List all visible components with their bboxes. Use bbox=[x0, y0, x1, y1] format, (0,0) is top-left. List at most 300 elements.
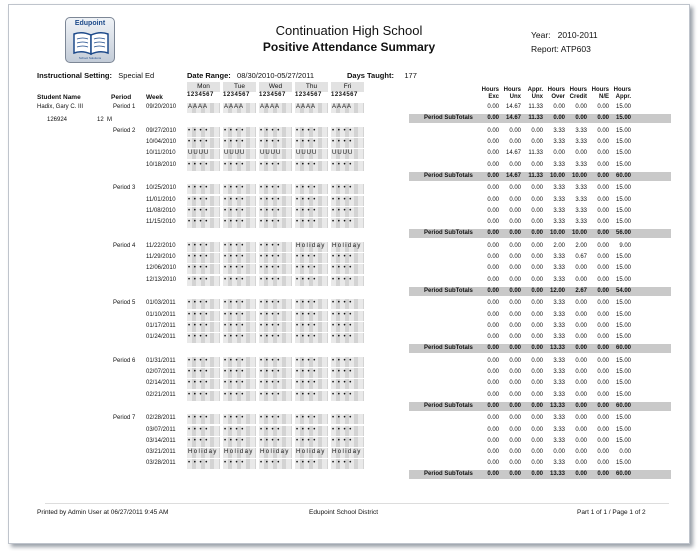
student-gender: M bbox=[107, 117, 112, 124]
week-date: 02/14/2011 bbox=[146, 380, 176, 387]
hours-value: 3.33 bbox=[553, 300, 565, 307]
hours-value: 0.00 bbox=[575, 449, 587, 455]
hours-value: 3.33 bbox=[553, 207, 565, 214]
hours-value: 15.00 bbox=[615, 391, 631, 398]
subtotal-value: 14.67 bbox=[505, 172, 521, 179]
hours-value: 15.00 bbox=[615, 150, 631, 157]
hours-value: 0.00 bbox=[487, 369, 499, 376]
hours-value: 0.00 bbox=[531, 437, 543, 444]
hours-value: 0.00 bbox=[531, 161, 543, 168]
attendance-marks: • • • • bbox=[188, 300, 209, 307]
week-date: 11/15/2010 bbox=[146, 219, 176, 225]
subtotal-label: Period SubTotals bbox=[424, 230, 473, 237]
attendance-marks: • • • • bbox=[260, 242, 281, 249]
hours-value: 0.00 bbox=[575, 322, 587, 329]
student-name: Hadix, Gary C. III bbox=[37, 104, 84, 110]
attendance-marks: • • • • bbox=[296, 139, 317, 146]
hours-value: 0.00 bbox=[487, 357, 499, 364]
hours-col-4 bbox=[565, 87, 587, 101]
range-value: 08/30/2010-05/27/2011 bbox=[237, 71, 315, 80]
hours-value: 0.00 bbox=[531, 242, 543, 249]
attendance-marks: • • • • bbox=[332, 300, 353, 307]
hours-value: 0.00 bbox=[509, 127, 521, 134]
hours-value: 0.00 bbox=[509, 380, 521, 387]
week-date: 01/17/2011 bbox=[146, 322, 176, 329]
hours-value: 0.00 bbox=[531, 300, 543, 307]
subtotal-value: 13.33 bbox=[549, 345, 565, 352]
hours-value: 3.33 bbox=[575, 219, 587, 225]
attendance-marks: • • • • bbox=[188, 357, 209, 364]
attendance-marks: • • • • bbox=[224, 219, 245, 225]
hours-value: 0.00 bbox=[597, 104, 609, 110]
subtotal-value: 0.00 bbox=[575, 471, 587, 478]
subtotal-value: 0.00 bbox=[509, 345, 521, 352]
attendance-marks: • • • • bbox=[260, 357, 281, 364]
hours-col-3 bbox=[543, 87, 565, 101]
hours-value: 0.00 bbox=[509, 357, 521, 364]
attendance-marks: • • • • bbox=[332, 265, 353, 272]
hours-value: 3.33 bbox=[553, 127, 565, 134]
attendance-marks: • • • • bbox=[296, 415, 317, 422]
attendance-marks: Holiday bbox=[296, 242, 326, 249]
subtotal-value: 10.00 bbox=[571, 172, 587, 179]
hours-value: 0.00 bbox=[597, 150, 609, 157]
footer-divider bbox=[45, 503, 669, 504]
hours-value: 0.00 bbox=[509, 426, 521, 433]
attendance-marks: • • • • bbox=[296, 369, 317, 376]
subtotal-value: 0.00 bbox=[487, 345, 499, 352]
attendance-marks: Holiday bbox=[296, 449, 326, 455]
period-label: Period 4 bbox=[113, 242, 136, 249]
hours-value: 0.00 bbox=[509, 311, 521, 318]
attendance-marks: • • • • bbox=[332, 415, 353, 422]
attendance-marks: • • • • bbox=[260, 460, 281, 467]
subtotal-value: 12.00 bbox=[549, 287, 565, 294]
hours-value: 0.00 bbox=[531, 334, 543, 340]
subtotal-value: 0.00 bbox=[553, 115, 565, 122]
hours-value: 0.00 bbox=[597, 369, 609, 376]
day-header-thu: Thu bbox=[295, 82, 328, 92]
subtotal-value: 0.00 bbox=[509, 402, 521, 409]
hours-value: 0.00 bbox=[597, 380, 609, 387]
hours-value: 2.00 bbox=[575, 242, 587, 249]
attendance-marks: AAAA bbox=[332, 104, 353, 110]
hours-value: 0.00 bbox=[487, 322, 499, 329]
week-date: 11/22/2010 bbox=[146, 242, 176, 249]
hours-value: 3.33 bbox=[553, 219, 565, 225]
hours-value: 3.33 bbox=[553, 460, 565, 467]
hours-value: 0.00 bbox=[487, 311, 499, 318]
subtotal-value: 54.00 bbox=[615, 287, 631, 294]
range-label: Date Range: bbox=[187, 71, 231, 80]
student-grade: 12 bbox=[97, 117, 104, 124]
attendance-marks: • • • • bbox=[188, 369, 209, 376]
hours-value: 0.00 bbox=[597, 139, 609, 146]
attendance-marks: • • • • bbox=[188, 196, 209, 203]
attendance-marks: • • • • bbox=[224, 242, 245, 249]
hours-value: 0.00 bbox=[509, 334, 521, 340]
hours-value: 0.00 bbox=[531, 185, 543, 192]
hours-value: 15.00 bbox=[615, 426, 631, 433]
hours-col-4-line1: Hours bbox=[569, 87, 587, 93]
subtotal-value: 13.33 bbox=[549, 471, 565, 478]
attendance-marks: • • • • bbox=[296, 357, 317, 364]
attendance-marks: • • • • bbox=[332, 127, 353, 134]
attendance-marks: • • • • bbox=[260, 207, 281, 214]
hours-value: 0.00 bbox=[509, 161, 521, 168]
attendance-marks: AAAA bbox=[188, 104, 209, 110]
hours-value: 0.00 bbox=[597, 437, 609, 444]
hours-value: 0.00 bbox=[487, 207, 499, 214]
year-label: Year: bbox=[531, 30, 551, 40]
attendance-marks: • • • • bbox=[296, 334, 317, 340]
attendance-marks: • • • • bbox=[224, 415, 245, 422]
subtotal-value: 60.00 bbox=[615, 471, 631, 478]
hours-value: 0.00 bbox=[487, 334, 499, 340]
school-title: Continuation High School bbox=[275, 23, 423, 38]
hours-col-2-line1: Appr. bbox=[527, 87, 543, 93]
week-date: 12/13/2010 bbox=[146, 276, 177, 283]
attendance-marks: UUUU bbox=[332, 150, 354, 157]
attendance-marks: • • • • bbox=[260, 254, 281, 261]
subtotal-value: 0.00 bbox=[487, 287, 499, 294]
hours-value: 0.00 bbox=[487, 196, 499, 203]
hours-value: 0.00 bbox=[619, 449, 631, 455]
subtotal-value: 14.67 bbox=[505, 115, 521, 122]
col-week: Week bbox=[146, 94, 163, 101]
hours-value: 15.00 bbox=[615, 460, 631, 467]
week-date: 10/04/2010 bbox=[146, 139, 177, 146]
hours-value: 0.00 bbox=[597, 207, 609, 214]
attendance-marks: UUUU bbox=[188, 150, 210, 157]
hours-col-5 bbox=[587, 87, 609, 101]
hours-value: 0.00 bbox=[487, 161, 499, 168]
hours-value: 0.00 bbox=[597, 161, 609, 168]
week-date: 11/01/2010 bbox=[146, 196, 176, 203]
hours-value: 3.33 bbox=[553, 276, 565, 283]
attendance-marks: • • • • bbox=[332, 369, 353, 376]
hours-value: 3.33 bbox=[553, 265, 565, 272]
attendance-marks: • • • • bbox=[224, 127, 245, 134]
week-date: 02/07/2011 bbox=[146, 369, 176, 376]
hours-value: 0.00 bbox=[575, 311, 587, 318]
hours-value: 0.00 bbox=[553, 104, 565, 110]
hours-value: 0.00 bbox=[575, 369, 587, 376]
hours-value: 0.00 bbox=[509, 276, 521, 283]
week-date: 03/14/2011 bbox=[146, 437, 176, 444]
hours-value: 0.00 bbox=[487, 391, 499, 398]
hours-value: 0.00 bbox=[509, 460, 521, 467]
hours-value: 3.33 bbox=[575, 139, 587, 146]
attendance-marks: • • • • bbox=[332, 311, 353, 318]
hours-value: 3.33 bbox=[553, 380, 565, 387]
hours-value: 3.33 bbox=[575, 185, 587, 192]
attendance-marks: • • • • bbox=[260, 311, 281, 318]
hours-value: 0.00 bbox=[597, 311, 609, 318]
week-date: 11/08/2010 bbox=[146, 207, 176, 214]
days-label: Days Taught: bbox=[347, 71, 394, 80]
subtotal-value: 0.00 bbox=[597, 471, 609, 478]
attendance-marks: • • • • bbox=[224, 185, 245, 192]
period-digits-fri: 1234567 bbox=[331, 92, 358, 98]
hours-value: 0.00 bbox=[597, 185, 609, 192]
attendance-marks: • • • • bbox=[296, 207, 317, 214]
hours-value: 0.00 bbox=[487, 415, 499, 422]
subtotal-value: 0.00 bbox=[597, 172, 609, 179]
attendance-marks: • • • • bbox=[224, 161, 245, 168]
hours-value: 15.00 bbox=[615, 207, 631, 214]
hours-value: 0.00 bbox=[509, 139, 521, 146]
attendance-marks: AAAA bbox=[260, 104, 281, 110]
hours-value: 0.00 bbox=[487, 426, 499, 433]
attendance-marks: • • • • bbox=[188, 207, 209, 214]
hours-col-0-line1: Hours bbox=[481, 87, 499, 93]
hours-value: 0.00 bbox=[487, 460, 499, 467]
attendance-marks: • • • • bbox=[332, 391, 353, 398]
attendance-marks: • • • • bbox=[224, 254, 245, 261]
period-label: Period 6 bbox=[113, 357, 136, 364]
subtotal-value: 11.33 bbox=[528, 115, 543, 122]
hours-value: 0.00 bbox=[575, 357, 587, 364]
subtotal-value: 0.00 bbox=[597, 402, 609, 409]
hours-value: 11.33 bbox=[528, 104, 543, 110]
hours-value: 0.00 bbox=[487, 127, 499, 134]
hours-value: 2.00 bbox=[553, 242, 565, 249]
attendance-marks: • • • • bbox=[224, 322, 245, 329]
attendance-marks: • • • • bbox=[188, 322, 209, 329]
attendance-marks: • • • • bbox=[332, 185, 353, 192]
subtotal-value: 0.00 bbox=[509, 287, 521, 294]
hours-value: 15.00 bbox=[615, 219, 631, 225]
attendance-marks: • • • • bbox=[224, 426, 245, 433]
report-label: Report: bbox=[531, 44, 559, 54]
hours-value: 0.00 bbox=[575, 300, 587, 307]
hours-value: 0.00 bbox=[531, 369, 543, 376]
hours-value: 0.00 bbox=[553, 150, 565, 157]
hours-value: 0.00 bbox=[531, 127, 543, 134]
attendance-marks: • • • • bbox=[296, 219, 317, 225]
report-title: Positive Attendance Summary bbox=[262, 40, 436, 54]
hours-value: 0.00 bbox=[509, 242, 521, 249]
attendance-marks: • • • • bbox=[188, 242, 209, 249]
hours-value: 0.00 bbox=[531, 276, 543, 283]
attendance-marks: Holiday bbox=[260, 449, 290, 455]
attendance-marks: • • • • bbox=[188, 460, 209, 467]
hours-value: 0.00 bbox=[597, 219, 609, 225]
setting-value: Special Ed bbox=[118, 71, 155, 80]
attendance-marks: • • • • bbox=[224, 139, 245, 146]
day-header-fri: Fri bbox=[331, 82, 364, 92]
attendance-marks: • • • • bbox=[332, 276, 353, 283]
subtotal-value: 0.00 bbox=[575, 402, 587, 409]
attendance-marks: • • • • bbox=[224, 311, 245, 318]
hours-value: 3.33 bbox=[553, 322, 565, 329]
hours-value: 0.00 bbox=[509, 254, 521, 261]
subtotal-value: 0.00 bbox=[575, 115, 587, 122]
attendance-marks: • • • • bbox=[224, 357, 245, 364]
week-date: 01/03/2011 bbox=[146, 300, 176, 307]
attendance-marks: • • • • bbox=[188, 380, 209, 387]
logo-subtext: School Solutions bbox=[78, 56, 102, 60]
hours-value: 0.00 bbox=[509, 415, 521, 422]
attendance-marks: AAAA bbox=[224, 104, 245, 110]
hours-value: 0.00 bbox=[531, 265, 543, 272]
subtotal-value: 10.00 bbox=[549, 172, 565, 179]
attendance-marks: • • • • bbox=[224, 334, 245, 340]
hours-value: 0.00 bbox=[531, 311, 543, 318]
hours-col-6-line1: Hours bbox=[613, 87, 631, 93]
attendance-marks: • • • • bbox=[332, 196, 353, 203]
attendance-marks: • • • • bbox=[188, 391, 209, 398]
period-label: Period 3 bbox=[113, 185, 136, 192]
hours-value: 3.33 bbox=[575, 127, 587, 134]
attendance-marks: • • • • bbox=[332, 380, 353, 387]
attendance-marks: • • • • bbox=[332, 460, 353, 467]
week-date: 01/31/2011 bbox=[146, 357, 176, 364]
setting-label: Instructional Setting: bbox=[37, 71, 112, 80]
hours-value: 0.00 bbox=[597, 426, 609, 433]
hours-value: 0.00 bbox=[531, 426, 543, 433]
hours-value: 0.00 bbox=[597, 265, 609, 272]
subtotal-value: 0.00 bbox=[597, 287, 609, 294]
hours-value: 3.33 bbox=[553, 426, 565, 433]
hours-value: 0.00 bbox=[487, 185, 499, 192]
subtotal-label: Period SubTotals bbox=[424, 345, 473, 352]
attendance-marks: • • • • bbox=[296, 311, 317, 318]
attendance-marks: • • • • bbox=[260, 437, 281, 444]
hours-value: 0.00 bbox=[487, 219, 499, 225]
period-digits-mon: 1234567 bbox=[187, 92, 214, 98]
subtotal-value: 0.00 bbox=[509, 230, 521, 237]
col-period: Period bbox=[111, 94, 132, 101]
hours-value: 0.00 bbox=[487, 150, 499, 157]
period-label: Period 1 bbox=[113, 104, 136, 110]
hours-value: 0.00 bbox=[487, 265, 499, 272]
subtotal-value: 0.00 bbox=[597, 345, 609, 352]
attendance-marks: • • • • bbox=[188, 254, 209, 261]
hours-value: 3.33 bbox=[575, 207, 587, 214]
hours-col-5-line1: Hours bbox=[591, 87, 609, 93]
attendance-marks: Holiday bbox=[224, 449, 254, 455]
logo-text: Edupoint bbox=[74, 20, 106, 27]
hours-value: 3.33 bbox=[575, 196, 587, 203]
hours-value: 0.00 bbox=[531, 139, 543, 146]
attendance-marks: Holiday bbox=[332, 242, 362, 249]
attendance-marks: UUUU bbox=[296, 150, 318, 157]
attendance-marks: • • • • bbox=[260, 219, 281, 225]
hours-value: 0.00 bbox=[597, 322, 609, 329]
hours-value: 15.00 bbox=[615, 265, 631, 272]
attendance-marks: • • • • bbox=[188, 219, 209, 225]
week-date: 10/25/2010 bbox=[146, 185, 177, 192]
year-value: 2010-2011 bbox=[557, 30, 598, 40]
attendance-marks: • • • • bbox=[332, 254, 353, 261]
hours-value: 3.33 bbox=[553, 357, 565, 364]
week-date: 09/27/2010 bbox=[146, 127, 177, 134]
attendance-marks: • • • • bbox=[260, 322, 281, 329]
attendance-marks: • • • • bbox=[188, 415, 209, 422]
attendance-marks: • • • • bbox=[296, 276, 317, 283]
week-date: 11/29/2010 bbox=[146, 254, 176, 261]
hours-value: 15.00 bbox=[615, 322, 631, 329]
attendance-marks: • • • • bbox=[260, 161, 281, 168]
attendance-marks: • • • • bbox=[188, 127, 209, 134]
attendance-marks: • • • • bbox=[296, 254, 317, 261]
hours-value: 0.00 bbox=[509, 369, 521, 376]
hours-value: 15.00 bbox=[615, 437, 631, 444]
period-digits-wed: 1234567 bbox=[259, 92, 286, 98]
hours-value: 0.00 bbox=[575, 437, 587, 444]
hours-value: 15.00 bbox=[615, 300, 631, 307]
attendance-marks: • • • • bbox=[296, 380, 317, 387]
attendance-marks: • • • • bbox=[332, 437, 353, 444]
week-date: 10/18/2010 bbox=[146, 161, 177, 168]
hours-value: 3.33 bbox=[553, 415, 565, 422]
subtotal-value: 10.00 bbox=[549, 230, 565, 237]
hours-value: 15.00 bbox=[615, 357, 631, 364]
printed-by: Printed by Admin User at 06/27/2011 9:45 AM bbox=[37, 509, 169, 516]
attendance-marks: UUUU bbox=[224, 150, 246, 157]
week-date: 03/07/2011 bbox=[146, 426, 176, 433]
hours-value: 3.33 bbox=[553, 334, 565, 340]
hours-value: 0.00 bbox=[509, 185, 521, 192]
hours-value: 0.00 bbox=[531, 449, 543, 455]
subtotal-label: Period SubTotals bbox=[424, 172, 473, 179]
hours-value: 15.00 bbox=[615, 139, 631, 146]
attendance-marks: • • • • bbox=[260, 426, 281, 433]
hours-value: 0.00 bbox=[597, 254, 609, 261]
attendance-marks: • • • • bbox=[224, 391, 245, 398]
hours-col-5-line2: N/E bbox=[598, 94, 609, 100]
hours-value: 3.33 bbox=[553, 391, 565, 398]
attendance-marks: • • • • bbox=[260, 196, 281, 203]
attendance-marks: • • • • bbox=[188, 161, 209, 168]
attendance-marks: • • • • bbox=[188, 334, 209, 340]
attendance-marks: • • • • bbox=[224, 460, 245, 467]
subtotal-value: 0.00 bbox=[531, 345, 543, 352]
attendance-marks: • • • • bbox=[224, 369, 245, 376]
attendance-marks: • • • • bbox=[296, 185, 317, 192]
week-date: 03/21/2011 bbox=[146, 449, 176, 455]
hours-col-6-line2: Appr. bbox=[615, 94, 631, 100]
hours-value: 0.00 bbox=[487, 380, 499, 387]
attendance-marks: • • • • bbox=[224, 300, 245, 307]
attendance-marks: • • • • bbox=[296, 300, 317, 307]
hours-value: 0.00 bbox=[575, 391, 587, 398]
hours-value: 0.00 bbox=[531, 322, 543, 329]
hours-value: 0.00 bbox=[575, 334, 587, 340]
hours-value: 0.00 bbox=[575, 265, 587, 272]
hours-value: 3.33 bbox=[553, 185, 565, 192]
attendance-marks: • • • • bbox=[260, 185, 281, 192]
period-label: Period 5 bbox=[113, 300, 136, 307]
district-name: Edupoint School District bbox=[309, 509, 379, 516]
subtotal-value: 0.00 bbox=[575, 345, 587, 352]
attendance-marks: • • • • bbox=[224, 276, 245, 283]
hours-value: 0.00 bbox=[509, 196, 521, 203]
hours-value: 0.00 bbox=[575, 460, 587, 467]
hours-col-1-line1: Hours bbox=[503, 87, 521, 93]
subtotal-value: 0.00 bbox=[487, 172, 499, 179]
attendance-marks: • • • • bbox=[260, 300, 281, 307]
week-date: 01/24/2011 bbox=[146, 334, 176, 340]
hours-value: 3.33 bbox=[553, 196, 565, 203]
hours-value: 15.00 bbox=[615, 104, 631, 110]
report-value: ATP603 bbox=[560, 44, 591, 54]
hours-value: 0.00 bbox=[509, 391, 521, 398]
hours-value: 3.33 bbox=[553, 139, 565, 146]
week-date: 02/21/2011 bbox=[146, 391, 176, 398]
